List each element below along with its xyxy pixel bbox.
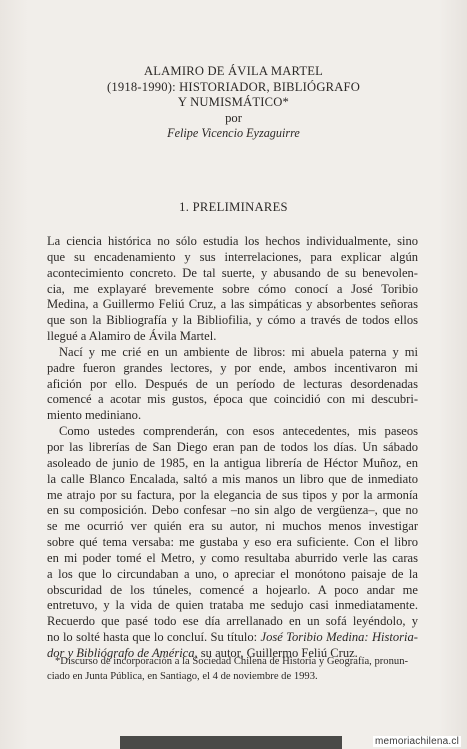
text-line: en su composición. Debo confesar –no sin algo de vergüenza–, que no xyxy=(47,503,418,518)
text-line-with-title xyxy=(47,630,418,646)
footnote-line-1: *Discurso de incorporación a la Sociedad Chilena de Historia y Geografía, pronun- xyxy=(55,656,409,667)
watermark: memoriachilena.cl xyxy=(375,736,459,747)
text-line: asoleado de junio de 1985, en la antigua librería de Héctor Muñoz, en xyxy=(47,455,418,470)
text-line: por las librerías de San Diego eran pan de todos los días. Un sábado xyxy=(47,439,418,454)
title-block xyxy=(0,64,467,142)
scan-edge-strip xyxy=(120,736,342,749)
text-line: La ciencia histórica no sólo estudia los hechos individualmente, sino xyxy=(47,234,418,248)
text-line: a los que lo circundaban a uno, o apreciar el monótono paisaje de la xyxy=(47,566,418,581)
section-heading: 1. PRELIMINARES xyxy=(179,200,288,214)
title-line-2: (1918-1990): HISTORIADOR, BIBLIÓGRAFO xyxy=(106,79,361,94)
text-line: sobre qué tema versaba: me gustaba y eso era suficiente. Con el libro xyxy=(47,535,418,550)
footnote-line-2: ciado en Junta Pública, en Santiago, el 4 de noviembre de 1993. xyxy=(47,671,318,682)
author-name: Felipe Vicencio Eyzaguirre xyxy=(167,126,300,141)
body-text xyxy=(47,234,418,662)
text-line: Recuerdo que pasé todo ese día arrellanado en un sofá leyéndolo, y xyxy=(47,614,418,629)
text-line: que su encadenamiento y sus interrelaciones, para explicar algún xyxy=(47,249,418,264)
paragraph-3 xyxy=(47,424,418,662)
text-line: obscuridad de los túneles, comencé a hojearlo. A poco andar me xyxy=(47,582,418,597)
text-line: acontecimiento concreto. De tal suerte, y abusando de su benevolen- xyxy=(47,265,418,280)
text-fragment: no lo solté hasta que lo concluí. Su título: xyxy=(47,630,261,645)
text-line: me atrajo por su factura, por la elegancia de sus tipos y por la armonía xyxy=(47,487,418,502)
book-title-part-1: José Toribio Medina: Historia- xyxy=(260,630,418,645)
text-line: que son la Bibliografía y la Bibliofilia, y cómo a través de todos ellos xyxy=(47,313,418,328)
text-line: llegué a Alamiro de Ávila Martel. xyxy=(47,329,217,344)
paragraph-1 xyxy=(47,234,418,345)
text-line: la calle Blanco Encalada, saltó a mis manos un libro que de inmediato xyxy=(47,471,418,486)
text-line: miento mediniano. xyxy=(47,408,142,423)
text-line: entretuvo, y la vida de quien trataba me sedujo casi inmediatamente. xyxy=(47,598,418,613)
text-line: Como ustedes comprenderán, con esos antecedentes, mis paseos xyxy=(59,424,418,439)
title-line-3: Y NUMISMÁTICO* xyxy=(177,95,290,110)
footnote xyxy=(47,654,418,684)
text-line: Nací y me crié en un ambiente de libros: mi abuela paterna y mi xyxy=(59,344,418,359)
book-title-part-2: dor y Bibliógrafo de América xyxy=(47,645,195,660)
text-line: cia, me explayaré brevemente sobre cómo conocí a José Toribio xyxy=(47,281,418,296)
text-line: se me ocurrió ver quién era su autor, ni muchos menos investigar xyxy=(47,519,418,534)
text-line: comencé a acotar mis gustos, época que coincidió con mi descubri- xyxy=(47,392,418,407)
text-fragment: , su autor, Guillermo Feliú Cruz. xyxy=(194,645,358,660)
text-line: Medina, a Guillermo Feliú Cruz, a las simpáticas y absorbentes señoras xyxy=(47,297,418,312)
text-line: en mi poder tomé el Metro, y como resultaba aburrido verle las caras xyxy=(47,550,418,565)
paragraph-2 xyxy=(47,345,418,424)
byline-por: por xyxy=(225,110,242,125)
text-line: padre fueron grandes lectores, y por ende, ambos incentivaron mi xyxy=(47,360,418,375)
title-line-1: ALAMIRO DE ÁVILA MARTEL xyxy=(143,64,324,78)
text-line: afición por ello. Después de un período de lecturas desordenadas xyxy=(47,376,418,391)
